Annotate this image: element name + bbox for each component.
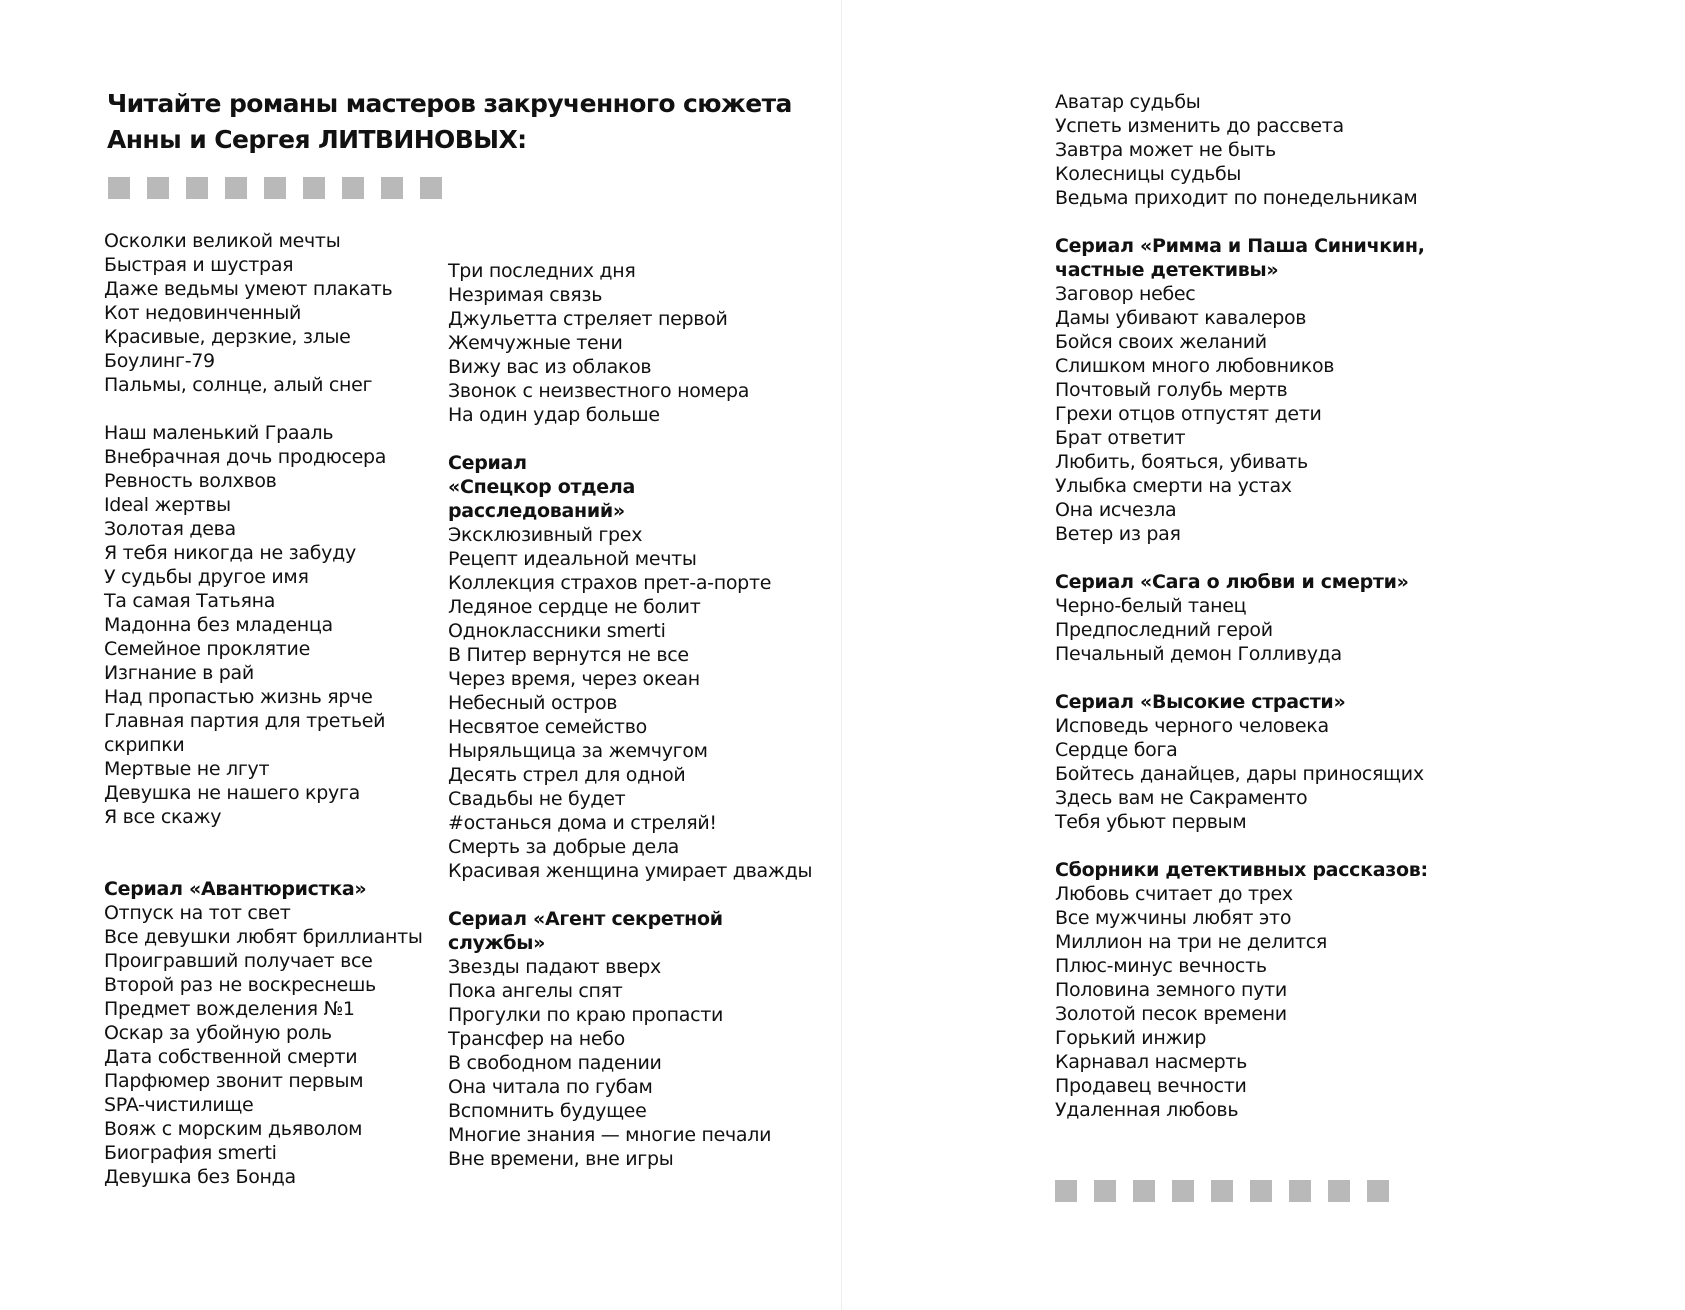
series-title-adventuress: Сериал «Авантюристка» xyxy=(104,878,367,900)
decorative-square xyxy=(1094,1180,1116,1202)
decorative-square xyxy=(225,177,247,199)
book-title: Та самая Татьяна xyxy=(104,590,276,612)
decorative-square xyxy=(1367,1180,1389,1202)
book-title: Трансфер на небо xyxy=(448,1028,625,1050)
series-title-agent xyxy=(448,907,818,955)
book-title: Коллекция страхов прет-а-порте xyxy=(448,572,772,594)
book-title: Через время, через океан xyxy=(448,668,700,690)
book-title: Боулинг-79 xyxy=(104,350,215,372)
book-title: Грехи отцов отпустят дети xyxy=(1055,403,1322,425)
book-title: Я все скажу xyxy=(104,806,222,828)
series-title-rimma xyxy=(1055,234,1455,282)
book-title: Улыбка смерти на устах xyxy=(1055,475,1292,497)
collections-list xyxy=(1055,882,1455,1122)
book-title: Бойся своих желаний xyxy=(1055,331,1267,353)
book-title: Колесницы судьбы xyxy=(1055,163,1242,185)
book-title: Внебрачная дочь продюсера xyxy=(104,446,387,468)
series-saga-list xyxy=(1055,594,1455,666)
decorative-squares-bottom xyxy=(1055,1180,1389,1202)
book-title: Половина земного пути xyxy=(1055,979,1287,1001)
decorative-square xyxy=(1172,1180,1194,1202)
book-title: Дата собственной смерти xyxy=(104,1046,358,1068)
book-title: Три последних дня xyxy=(448,260,636,282)
book-title: Золотой песок времени xyxy=(1055,1003,1287,1025)
book-title: В Питер вернутся не все xyxy=(448,644,689,666)
book-title: Заговор небес xyxy=(1055,283,1196,305)
book-title: Слишком много любовников xyxy=(1055,355,1335,377)
decorative-square xyxy=(108,177,130,199)
book-title: #останься дома и стреляй! xyxy=(448,812,717,834)
book-title: Ледяное сердце не болит xyxy=(448,596,701,618)
book-title: Второй раз не воскреснешь xyxy=(104,974,376,996)
book-list-column-1 xyxy=(104,229,434,1189)
book-title: Вояж с морским дьяволом xyxy=(104,1118,363,1140)
series-title-rimma-line-2: частные детективы» xyxy=(1055,259,1279,281)
decorative-square xyxy=(1133,1180,1155,1202)
book-title: SPA-чистилище xyxy=(104,1094,254,1116)
book-title: Эксклюзивный грех xyxy=(448,524,643,546)
book-title: Вспомнить будущее xyxy=(448,1100,647,1122)
book-title: Парфюмер звонит первым xyxy=(104,1070,364,1092)
book-title: Продавец вечности xyxy=(1055,1075,1247,1097)
book-title: На один удар больше xyxy=(448,404,660,426)
book-title: Она исчезла xyxy=(1055,499,1177,521)
series-title-agent-line-1: Сериал «Агент секретной xyxy=(448,908,723,930)
standalone-novels-group-3 xyxy=(448,259,818,427)
decorative-square xyxy=(186,177,208,199)
page-heading xyxy=(107,86,792,158)
book-title: Любить, бояться, убивать xyxy=(1055,451,1308,473)
series-speckor-list xyxy=(448,523,818,883)
book-title: Завтра может не быть xyxy=(1055,139,1276,161)
book-title: У судьбы другое имя xyxy=(104,566,309,588)
heading-line-2: Анны и Сергея ЛИТВИНОВЫХ: xyxy=(107,125,527,154)
book-title: Аватар судьбы xyxy=(1055,91,1201,113)
decorative-square xyxy=(420,177,442,199)
series-adventuress-list xyxy=(104,901,434,1189)
book-list-column-2 xyxy=(448,259,818,1171)
decorative-square xyxy=(1289,1180,1311,1202)
book-title: Ветер из рая xyxy=(1055,523,1181,545)
book-title: Быстрая и шустрая xyxy=(104,254,294,276)
book-title: Предпоследний герой xyxy=(1055,619,1273,641)
book-title: Даже ведьмы умеют плакать xyxy=(104,278,393,300)
series-agent-list xyxy=(448,955,818,1171)
book-title: Джульетта стреляет первой xyxy=(448,308,728,330)
book-title: Здесь вам не Сакраменто xyxy=(1055,787,1308,809)
book-title: Многие знания — многие печали xyxy=(448,1124,772,1146)
book-title: Оскар за убойную роль xyxy=(104,1022,332,1044)
book-title: Свадьбы не будет xyxy=(448,788,626,810)
book-title: Брат ответит xyxy=(1055,427,1186,449)
book-title: Ныряльщица за жемчугом xyxy=(448,740,708,762)
heading-line-1: Читайте романы мастеров закрученного сюжета xyxy=(107,89,792,118)
book-title: Семейное проклятие xyxy=(104,638,310,660)
book-title: Все девушки любят бриллианты xyxy=(104,926,423,948)
book-title: Отпуск на тот свет xyxy=(104,902,291,924)
book-title: Удаленная любовь xyxy=(1055,1099,1239,1121)
book-title: Ведьма приходит по понедельникам xyxy=(1055,187,1418,209)
book-title: Биография smerti xyxy=(104,1142,277,1164)
series-title-speckor-line-1: Сериал xyxy=(448,452,527,474)
series-title-speckor-line-3: расследований» xyxy=(448,500,625,522)
book-title: Пока ангелы спят xyxy=(448,980,623,1002)
book-title: Красивая женщина умирает дважды xyxy=(448,860,813,882)
series-title-speckor xyxy=(448,451,818,523)
book-title: Почтовый голубь мертв xyxy=(1055,379,1288,401)
book-title: Кот недовинченный xyxy=(104,302,302,324)
book-title: Несвятое семейство xyxy=(448,716,647,738)
book-title: Девушка не нашего круга xyxy=(104,782,360,804)
book-title: Девушка без Бонда xyxy=(104,1166,296,1188)
standalone-novels-group-1 xyxy=(104,229,434,397)
book-title: Красивые, дерзкие, злые xyxy=(104,326,351,348)
book-title: Успеть изменить до рассвета xyxy=(1055,115,1344,137)
series-title-saga: Сериал «Сага о любви и смерти» xyxy=(1055,571,1409,593)
decorative-square xyxy=(342,177,364,199)
decorative-square xyxy=(147,177,169,199)
book-title: Золотая дева xyxy=(104,518,236,540)
series-title-speckor-line-2: «Спецкор отдела xyxy=(448,476,636,498)
book-title: Ревность волхвов xyxy=(104,470,277,492)
standalone-novels-group-2 xyxy=(104,421,434,829)
book-title: Предмет вожделения №1 xyxy=(104,998,355,1020)
collections-title: Сборники детективных рассказов: xyxy=(1055,859,1428,881)
book-title: Мертвые не лгут xyxy=(104,758,270,780)
standalone-novels-group-4 xyxy=(1055,90,1455,210)
book-title: Изгнание в рай xyxy=(104,662,254,684)
decorative-square xyxy=(264,177,286,199)
book-title: Жемчужные тени xyxy=(448,332,623,354)
book-title: Печальный демон Голливуда xyxy=(1055,643,1342,665)
book-title: Рецепт идеальной мечты xyxy=(448,548,697,570)
book-title: Проигравший получает все xyxy=(104,950,373,972)
book-title: Вижу вас из облаков xyxy=(448,356,652,378)
book-title: Наш маленький Грааль xyxy=(104,422,334,444)
decorative-square xyxy=(1250,1180,1272,1202)
book-title: Главная партия для третьей скрипки xyxy=(104,710,386,756)
book-title: Тебя убьют первым xyxy=(1055,811,1247,833)
book-title: Вне времени, вне игры xyxy=(448,1148,674,1170)
book-title: Звезды падают вверх xyxy=(448,956,661,978)
book-title: Она читала по губам xyxy=(448,1076,653,1098)
book-title: Исповедь черного человека xyxy=(1055,715,1329,737)
series-title-passions: Сериал «Высокие страсти» xyxy=(1055,691,1346,713)
book-title: Бойтесь данайцев, дары приносящих xyxy=(1055,763,1424,785)
book-list-column-3 xyxy=(1055,90,1455,1122)
page-spread-divider xyxy=(841,0,842,1310)
book-title: Одноклассники smerti xyxy=(448,620,666,642)
book-title: Ideal жертвы xyxy=(104,494,231,516)
decorative-square xyxy=(381,177,403,199)
book-title: В свободном падении xyxy=(448,1052,662,1074)
book-title: Десять стрел для одной xyxy=(448,764,686,786)
book-title: Карнавал насмерть xyxy=(1055,1051,1248,1073)
book-title: Плюс-минус вечность xyxy=(1055,955,1267,977)
decorative-square xyxy=(1055,1180,1077,1202)
decorative-squares-top xyxy=(108,177,442,199)
series-passions-list xyxy=(1055,714,1455,834)
book-title: Незримая связь xyxy=(448,284,603,306)
book-title: Я тебя никогда не забуду xyxy=(104,542,356,564)
book-title: Любовь считает до трех xyxy=(1055,883,1293,905)
book-title: Черно-белый танец xyxy=(1055,595,1247,617)
book-title: Звонок с неизвестного номера xyxy=(448,380,750,402)
book-title: Мадонна без младенца xyxy=(104,614,333,636)
book-title: Пальмы, солнце, алый снег xyxy=(104,374,373,396)
book-title: Небесный остров xyxy=(448,692,618,714)
book-title: Смерть за добрые дела xyxy=(448,836,680,858)
book-title: Над пропастью жизнь ярче xyxy=(104,686,373,708)
decorative-square xyxy=(303,177,325,199)
book-title: Все мужчины любят это xyxy=(1055,907,1292,929)
book-title: Миллион на три не делится xyxy=(1055,931,1327,953)
series-title-rimma-line-1: Сериал «Римма и Паша Синичкин, xyxy=(1055,235,1425,257)
book-title: Прогулки по краю пропасти xyxy=(448,1004,724,1026)
series-rimma-list xyxy=(1055,282,1455,546)
series-title-agent-line-2: службы» xyxy=(448,932,546,954)
book-title: Сердце бога xyxy=(1055,739,1178,761)
book-title: Горький инжир xyxy=(1055,1027,1207,1049)
book-title: Осколки великой мечты xyxy=(104,230,341,252)
book-title: Дамы убивают кавалеров xyxy=(1055,307,1307,329)
decorative-square xyxy=(1328,1180,1350,1202)
decorative-square xyxy=(1211,1180,1233,1202)
